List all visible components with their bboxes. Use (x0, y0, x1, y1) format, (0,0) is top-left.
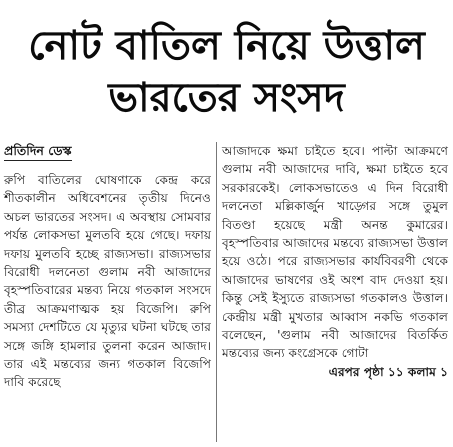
article-body-left: রুপি বাতিলের ঘোষণাকে কেন্দ্র করে শীতকালীন অধিবেশনের তৃতীয় দিনেও অচল ভারতের সংসদ। এ অবস্থায় সোমবার পর্যন্ত লোকসভা মুলতবি হয়ে গেছে। দফায় দফায় মুলতবি হচ্ছে রাজ্যসভা। রাজ্যসভার বিরোধী দলনেতা গুলাম নবী আজাদের বৃহস্পতিবারের মন্তব্য নিয়ে গতকাল সংসদে তীব্র আক্রমণাত্মক হয় বিজেপি। রুপি সমস্যা দেশটিতে যে মৃত্যুর ঘটনা ঘটছে তার সঙ্গে জঙ্গি হামলার তুলনা করেন আজাদ। তার এই মন্তব্যের জন্য গতকাল বিজেপি দাবি করেছে (4, 173, 211, 390)
article-body-right-text: আজাদকে ক্ষমা চাইতে হবে। পাল্টা আক্রমণে গুলাম নবী আজাদের দাবি, ক্ষমা চাইতে হবে সরকারকেই। লোকসভাতেও এ দিন বিরোধী দলনেতা মল্লিকার্জুন খাড়্গের সঙ্গে তুমুল বিতণ্ডা হয়েছে মন্ত্রী অনন্ত কুমারের। বৃহস্পতিবার আজাদের মন্তব্যে রাজ্যসভা উত্তাল হয়ে ওঠে। পরে রাজ্যসভার কার্যবিবরণী থেকে আজাদের ভাষণের ওই অংশ বাদ দেওয়া হয়। কিন্তু সেই ইস্যুতে রাজ্যসভা গতকালও উত্তাল। কেন্দ্রীয় মন্ত্রী মুখতার আব্বাস নকভি গতকাল বলেছেন, 'গুলাম নবী আজাদের বিতর্কিত মন্তব্যের জন্য কংগ্রেসকে গোটা (222, 144, 448, 361)
article-column-right (222, 142, 448, 381)
byline: প্রতিদিন ডেস্ক (4, 142, 72, 161)
headline-line-2: ভারতের সংসদ (108, 75, 345, 121)
article-column-left (4, 142, 211, 392)
article-columns (0, 142, 453, 447)
headline-line-1: নোট বাতিল নিয়ে উত্তাল (28, 23, 425, 69)
continued-on-page: এরপর পৃষ্ঠা ১১ কলাম ১ (328, 364, 448, 379)
article-body-right (222, 142, 448, 379)
cropped-top-text (0, 0, 453, 5)
headline (0, 20, 453, 124)
